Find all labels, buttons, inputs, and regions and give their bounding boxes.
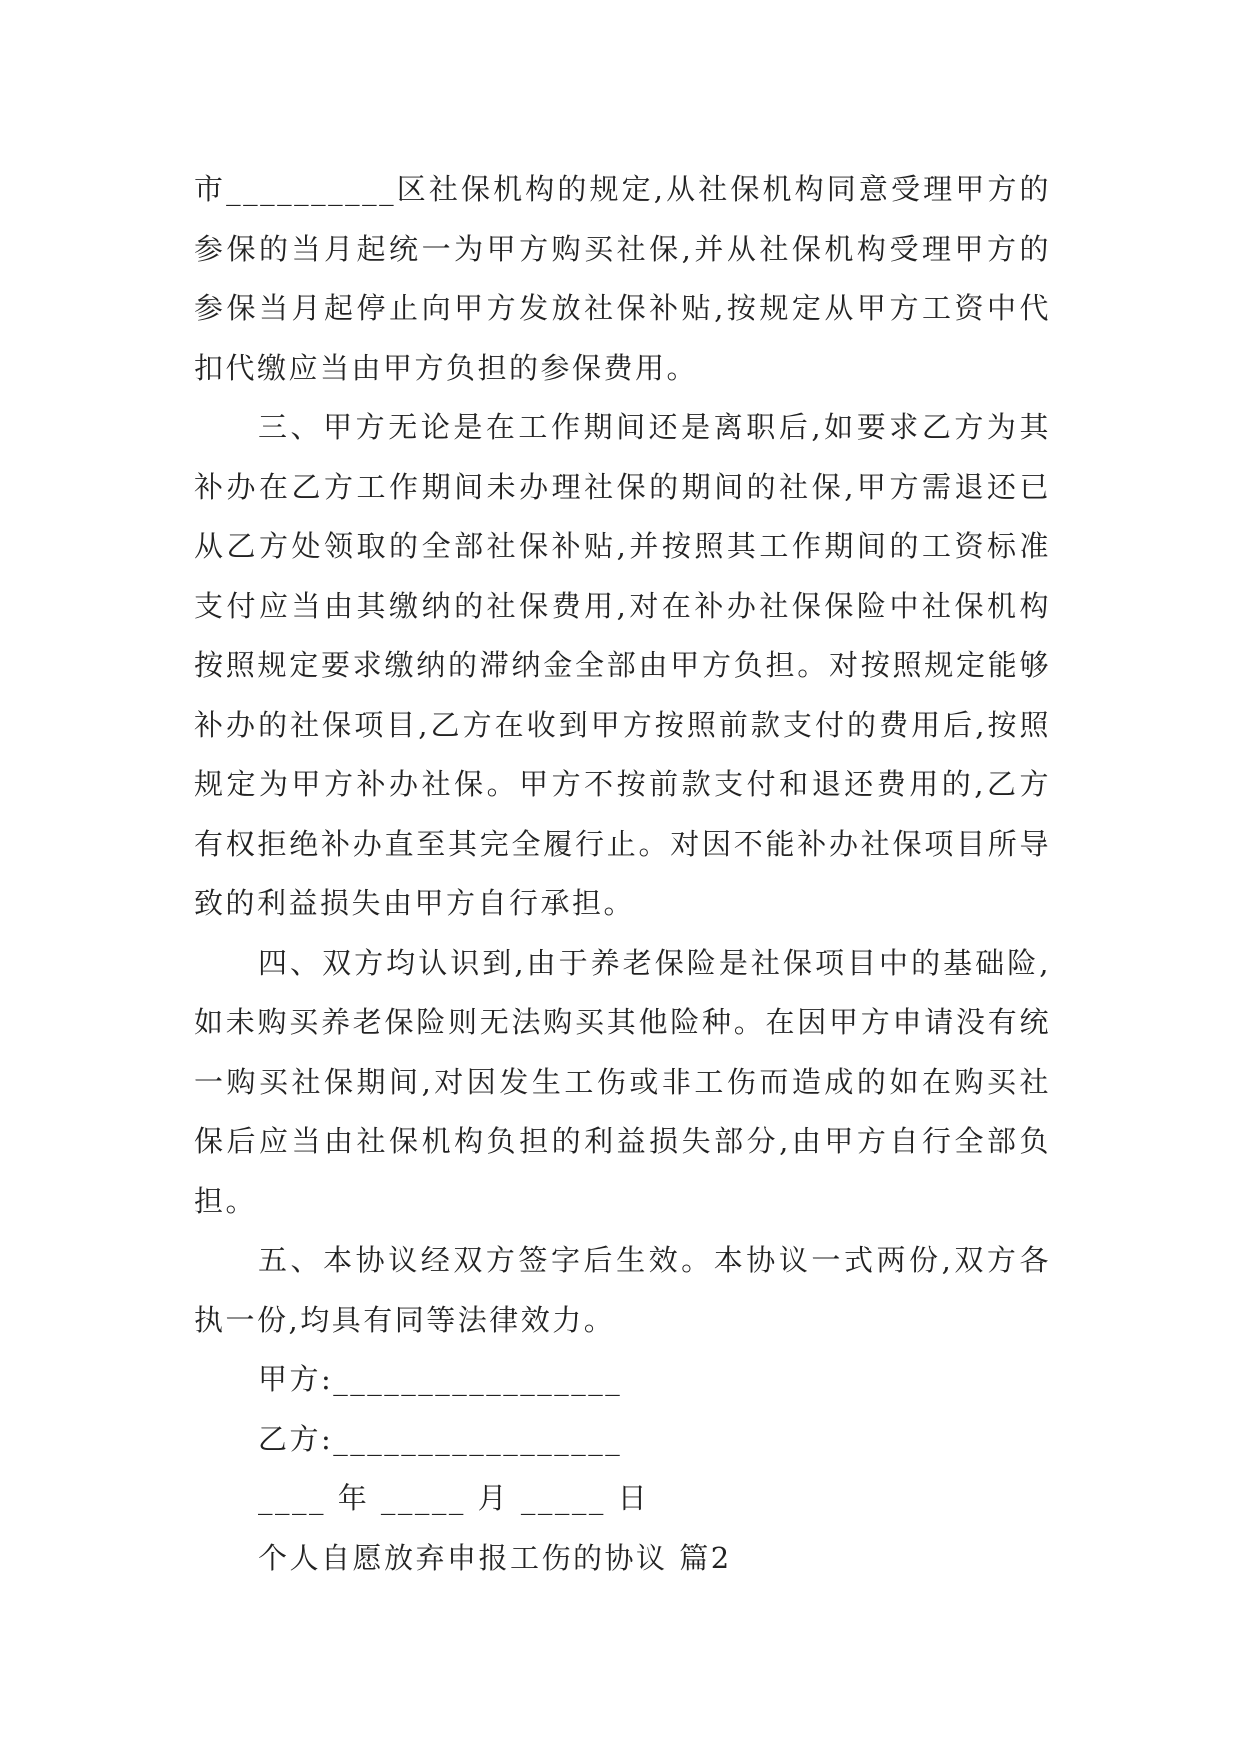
paragraph-continuation: 市__________区社保机构的规定,从社保机构同意受理甲方的参保的当月起统一为甲方购买社保,并从社保机构受理甲方的参保当月起停止向甲方发放社保补贴,按规定从甲方工资中代扣代缴应当由甲方负担的参保费用。 — [194, 172, 1051, 385]
party-a-signature-line: 甲方:_________________ — [258, 1362, 623, 1396]
document-body — [194, 160, 1051, 1588]
next-section-heading: 个人自愿放弃申报工伤的协议 篇2 — [258, 1540, 732, 1575]
paragraph-clause-four: 四、双方均认识到,由于养老保险是社保项目中的基础险,如未购买养老保险则无法购买其他险种。在因甲方申请没有统一购买社保期间,对因发生工伤或非工伤而造成的如在购买社保后应当由社保机构负担的利益损失部分,由甲方自行全部负担。 — [194, 945, 1051, 1218]
date-line: ____ 年 _____ 月 _____ 日 — [258, 1481, 650, 1515]
paragraph-clause-three: 三、甲方无论是在工作期间还是离职后,如要求乙方为其补办在乙方工作期间未办理社保的期间的社保,甲方需退还已从乙方处领取的全部社保补贴,并按照其工作期间的工资标准支付应当由其缴纳的社保费用,对在补办社保保险中社保机构按照规定要求缴纳的滞纳金全部由甲方负担。对按照规定能够补办的社保项目,乙方在收到甲方按照前款支付的费用后,按照规定为甲方补办社保。甲方不按前款支付和退还费用的,乙方有权拒绝补办直至其完全履行止。对因不能补办社保项目所导致的利益损失由甲方自行承担。 — [194, 410, 1051, 920]
paragraph-clause-five: 五、本协议经双方签字后生效。本协议一式两份,双方各执一份,均具有同等法律效力。 — [194, 1243, 1051, 1337]
party-b-signature-line: 乙方:_________________ — [258, 1421, 623, 1456]
